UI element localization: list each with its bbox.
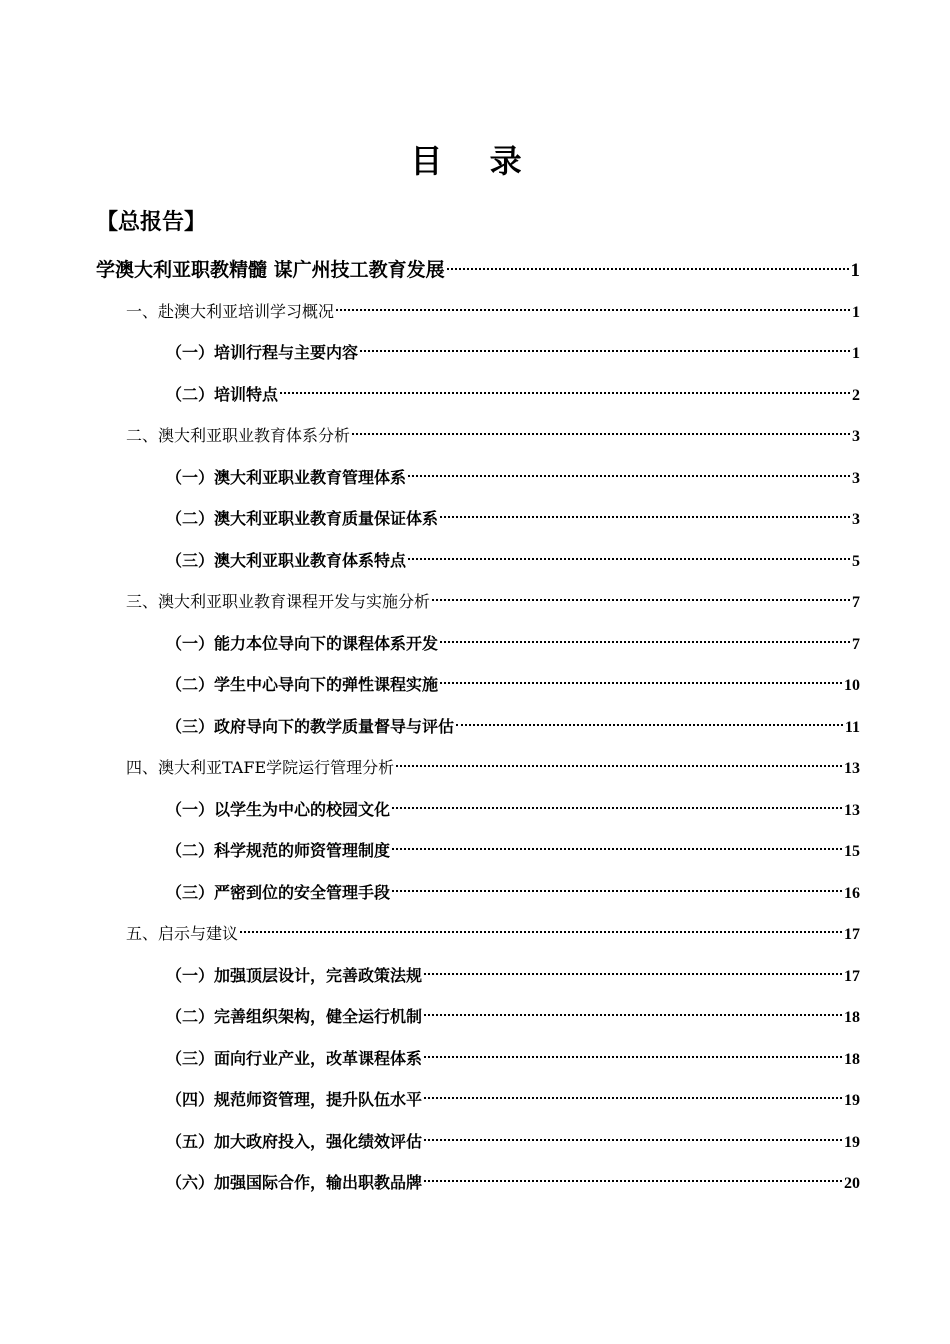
toc-page-number: 16 [844, 884, 860, 902]
toc-entry-text: 四、澳大利亚TAFE学院运行管理分析 [126, 758, 395, 777]
dot-leader [432, 599, 850, 601]
dot-leader [440, 682, 842, 684]
dot-leader [424, 973, 842, 975]
toc-entry[interactable] [126, 421, 860, 451]
dot-leader [440, 516, 850, 518]
toc-page-number: 17 [844, 967, 860, 985]
toc-entry-text: （六）加强国际合作，输出职教品牌 [166, 1173, 423, 1192]
toc-page-number: 11 [844, 718, 860, 736]
toc-entry-text: （三）澳大利亚职业教育体系特点 [166, 550, 407, 570]
toc-page-number: 18 [844, 1050, 860, 1068]
toc-page-number: 18 [844, 1009, 860, 1026]
toc-entry-text: （二）培训特点 [166, 384, 279, 404]
toc-entry-text: （一）加强顶层设计，完善政策法规 [166, 965, 423, 985]
toc-page-number: 5 [852, 552, 860, 570]
toc-page-number: 7 [852, 635, 860, 653]
toc-entry-text: 五、启示与建议 [126, 924, 239, 943]
toc-entry-text: （二）澳大利亚职业教育质量保证体系 [166, 509, 439, 528]
toc-entry-text: （四）规范师资管理，提升队伍水平 [166, 1090, 423, 1109]
toc-entry[interactable] [166, 629, 860, 659]
dot-leader [447, 268, 849, 270]
dot-leader [392, 848, 842, 850]
toc-entry-text: （一）培训行程与主要内容 [166, 343, 359, 362]
dot-leader [424, 1180, 842, 1182]
dot-leader [408, 558, 850, 560]
dot-leader [456, 724, 843, 726]
toc-entry[interactable] [166, 836, 860, 866]
toc-entry-text: （二）完善组织架构，健全运行机制 [166, 1007, 423, 1026]
toc-entry[interactable] [166, 1085, 860, 1115]
toc-entry-text: （二）学生中心导向下的弹性课程实施 [166, 675, 439, 694]
toc-entry[interactable] [166, 338, 860, 368]
toc-page-number: 1 [850, 260, 860, 281]
dot-leader [408, 475, 850, 477]
toc-page-number: 19 [844, 1092, 860, 1109]
dot-leader [392, 890, 842, 892]
dot-leader [280, 392, 850, 394]
toc-entry[interactable] [126, 919, 860, 949]
toc-page-number: 17 [844, 926, 860, 943]
toc-entry[interactable] [126, 753, 860, 783]
toc-page-number: 20 [844, 1175, 860, 1192]
toc-page-number: 1 [852, 303, 860, 321]
toc-page-number: 3 [852, 428, 860, 445]
toc-entry[interactable] [96, 255, 860, 285]
toc-entry[interactable] [166, 1044, 860, 1074]
dot-leader [424, 1097, 842, 1099]
dot-leader [396, 765, 842, 767]
toc-page-number: 15 [844, 843, 860, 860]
toc-entry[interactable] [166, 961, 860, 991]
toc-entry-text: 二、澳大利亚职业教育体系分析 [126, 426, 351, 445]
toc-entry-text: （一）澳大利亚职业教育管理体系 [166, 467, 407, 487]
dot-leader [392, 807, 842, 809]
toc-page-number: 19 [844, 1133, 860, 1151]
toc-entry-text: （三）严密到位的安全管理手段 [166, 882, 391, 902]
dot-leader [424, 1014, 842, 1016]
toc-page-number: 3 [852, 469, 860, 487]
toc-page-number: 3 [852, 511, 860, 528]
dot-leader [440, 641, 850, 643]
toc-entry[interactable] [166, 670, 860, 700]
toc-page-number: 13 [844, 801, 860, 819]
dot-leader [352, 433, 850, 435]
dot-leader [424, 1139, 842, 1141]
toc-entry-text: （三）政府导向下的教学质量督导与评估 [166, 716, 455, 736]
toc-entry-text: 一、赴澳大利亚培训学习概况 [126, 301, 335, 321]
toc-entry-text: （一）以学生为中心的校园文化 [166, 799, 391, 819]
toc-entry[interactable] [166, 1168, 860, 1198]
toc-entry[interactable] [166, 712, 860, 742]
toc-page-number: 7 [852, 594, 860, 611]
dot-leader [424, 1056, 842, 1058]
toc-entry[interactable] [126, 587, 860, 617]
section-heading: 【总报告】 [96, 209, 207, 235]
toc-entry-text: （一）能力本位导向下的课程体系开发 [166, 633, 439, 653]
toc-entry[interactable] [166, 878, 860, 908]
toc-entry[interactable] [166, 795, 860, 825]
toc-page-number: 2 [852, 386, 860, 404]
toc-entry[interactable] [126, 297, 860, 327]
toc-entry-text: （三）面向行业产业，改革课程体系 [166, 1048, 423, 1068]
toc-entry[interactable] [166, 546, 860, 576]
dot-leader [336, 309, 850, 311]
toc-entry[interactable] [166, 380, 860, 410]
dot-leader [360, 350, 850, 352]
toc-entry-text: 三、澳大利亚职业教育课程开发与实施分析 [126, 592, 431, 611]
toc-entry[interactable] [166, 463, 860, 493]
toc-entry[interactable] [166, 504, 860, 534]
toc-entry[interactable] [166, 1127, 860, 1157]
toc-page-number: 1 [852, 345, 860, 362]
toc-entry-text: （二）科学规范的师资管理制度 [166, 841, 391, 860]
dot-leader [240, 931, 842, 933]
toc-entry-text: 学澳大利亚职教精髓 谋广州技工教育发展 [96, 259, 445, 281]
page-title: 目 录 [410, 142, 540, 180]
toc-entry-text: （五）加大政府投入，强化绩效评估 [166, 1131, 423, 1151]
toc-page-number: 10 [844, 677, 860, 694]
toc-page-number: 13 [844, 760, 860, 777]
toc-entry[interactable] [166, 1002, 860, 1032]
